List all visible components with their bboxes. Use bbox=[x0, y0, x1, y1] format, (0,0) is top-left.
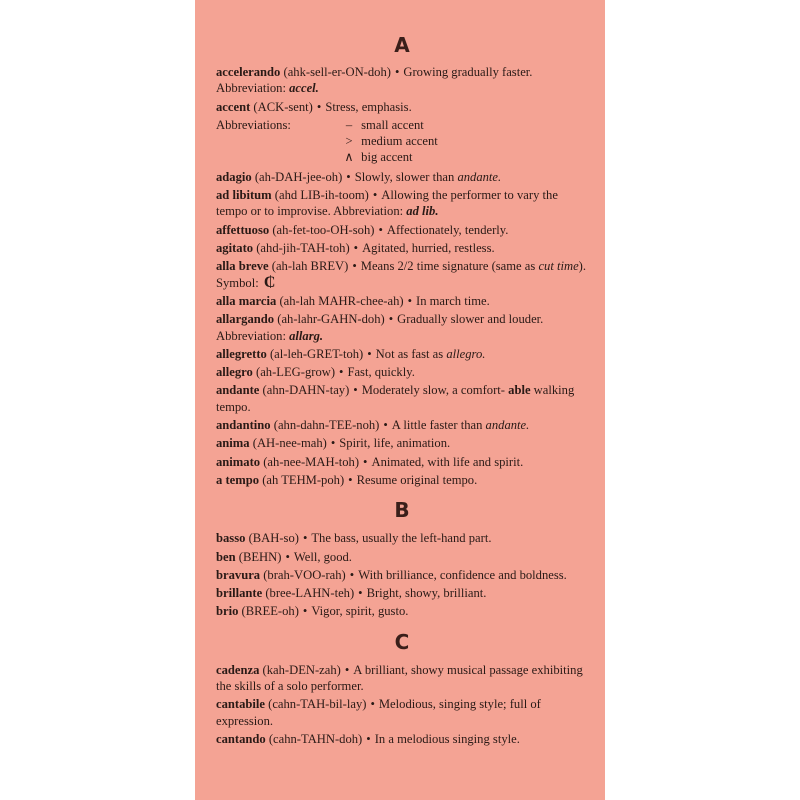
entry-andantino: andantino (ahn-dahn-TEE-noh) • A little faster than andante. bbox=[216, 418, 530, 433]
accent-abbreviations bbox=[216, 117, 588, 167]
big-accent-icon: ∧ bbox=[344, 149, 354, 164]
section-letter-c: C bbox=[394, 629, 410, 654]
entry-allegretto: allegretto (al-leh-GRET-toh) • Not as fast as allegro. bbox=[216, 346, 486, 361]
entry-brio: brio (BREE-oh) • Vigor, spirit, gusto. bbox=[216, 604, 409, 619]
entry-accent: accent (ACK-sent) • Stress, emphasis. bbox=[216, 99, 412, 114]
abbr-big-accent: ∧ big accent bbox=[340, 149, 413, 165]
medium-accent-icon: > bbox=[345, 133, 353, 148]
entry-alla-marcia: alla marcia (ah-lah MAHR-chee-ah) • In march time. bbox=[216, 293, 490, 308]
entry-adagio: adagio (ah-DAH-jee-oh) • Slowly, slower than andante. bbox=[216, 169, 502, 184]
entry-ben: ben (BEHN) • Well, good. bbox=[216, 549, 352, 564]
entry-agitato: agitato (ahd-jih-TAH-toh) • Agitated, hurried, restless. bbox=[216, 241, 495, 256]
entry-accelerando: accelerando (ahk-sell-er-ON-doh) • Growing gradually faster. Abbreviation: accel. bbox=[216, 65, 533, 96]
entry-basso: basso (BAH-so) • The bass, usually the left-hand part. bbox=[216, 531, 492, 546]
glossary-card bbox=[195, 0, 605, 800]
entry-cadenza: cadenza (kah-DEN-zah) • A brilliant, showy musical passage exhibiting the skills of a solo performer. bbox=[216, 662, 583, 694]
entry-anima: anima (AH-nee-mah) • Spirit, life, animation. bbox=[216, 436, 451, 451]
section-letter-b: B bbox=[394, 498, 410, 523]
entry-a-tempo: a tempo (ah TEHM-poh) • Resume original tempo. bbox=[216, 472, 478, 487]
entry-alla-breve: alla breve (ah-lah BREV) • Means 2/2 time signature (same as cut time). Symbol: ₵ bbox=[216, 259, 587, 291]
section-letter-a: A bbox=[394, 33, 410, 57]
entry-ad-libitum: ad libitum (ahd LIB-ih-toom) • Allowing the performer to vary the tempo or to improvise. Abbreviation: ad lib. bbox=[216, 188, 558, 219]
entry-bravura: bravura (brah-VOO-rah) • With brilliance, confidence and boldness. bbox=[216, 567, 567, 582]
entry-cantando: cantando (cahn-TAHN-doh) • In a melodious singing style. bbox=[216, 731, 520, 746]
abbreviations-label: Abbreviations: bbox=[216, 117, 291, 132]
cut-time-icon: ₵ bbox=[263, 273, 276, 291]
small-accent-icon: – bbox=[345, 117, 353, 132]
entry-brillante: brillante (bree-LAHN-teh) • Bright, showy, brilliant. bbox=[216, 586, 487, 601]
abbr-medium-accent: > medium accent bbox=[340, 133, 438, 149]
entry-allegro: allegro (ah-LEG-grow) • Fast, quickly. bbox=[216, 365, 415, 380]
abbr-small-accent: – small accent bbox=[340, 117, 424, 133]
entry-allargando: allargando (ah-lahr-GAHN-doh) • Gradually slower and louder. Abbreviation: allarg. bbox=[216, 312, 544, 343]
entry-andante: andante (ahn-DAHN-tay) • Moderately slow, a comfort- able walking tempo. bbox=[216, 383, 575, 414]
entry-animato: animato (ah-nee-MAH-toh) • Animated, with life and spirit. bbox=[216, 454, 524, 469]
entry-affettuoso: affettuoso (ah-fet-too-OH-soh) • Affectionately, tenderly. bbox=[216, 222, 509, 237]
entry-cantabile: cantabile (cahn-TAH-bil-lay) • Melodious, singing style; full of expression. bbox=[216, 697, 541, 728]
